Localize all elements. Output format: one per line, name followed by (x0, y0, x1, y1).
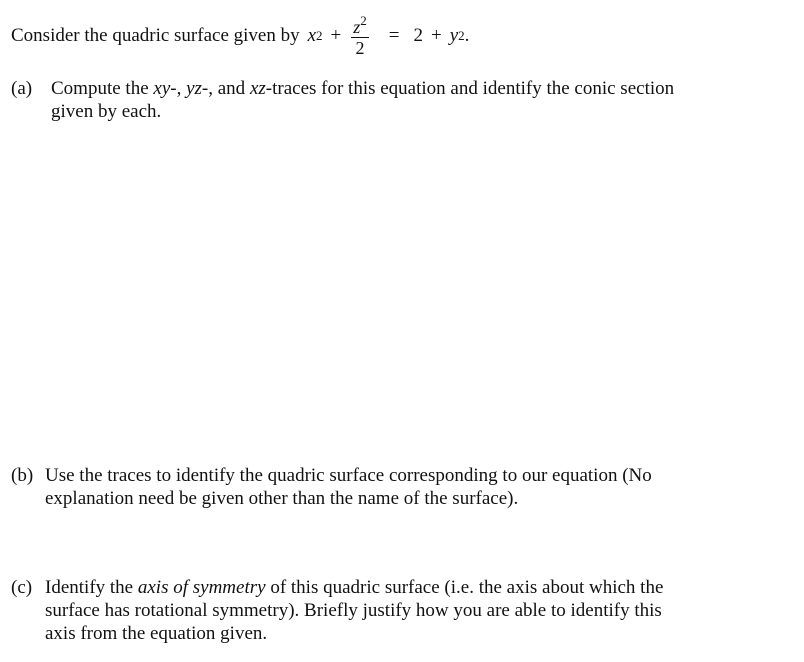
rhs-plus-sign: + (431, 25, 442, 46)
exp-y: 2 (458, 28, 465, 43)
part-a-sep-2: -, and (201, 78, 250, 99)
exp-z: 2 (360, 12, 367, 28)
part-a-label: (a) (11, 78, 33, 99)
part-a-line-2: given by each. (51, 101, 162, 122)
part-c-line-2: surface has rotational symmetry). Briefly justify how you are able to identify this (45, 600, 662, 621)
equals-sign: = (388, 25, 400, 46)
part-b-line-2: explanation need be given other than the name of the surface). (45, 488, 519, 509)
part-a-sep-1: -, (170, 78, 187, 99)
part-a-text-end: -traces for this equation and identify the conic section (265, 78, 675, 99)
var-x: x (307, 25, 317, 46)
var-z: z (353, 16, 361, 37)
trace-xy: xy (153, 78, 171, 99)
intro-text: Consider the quadric surface given by (11, 25, 300, 46)
part-a-text: Compute the (51, 78, 154, 99)
fraction-denominator: 2 (355, 37, 365, 58)
period: . (464, 25, 470, 46)
part-b-label: (b) (11, 465, 34, 486)
trace-yz: yz (186, 78, 202, 99)
fraction-numerator (351, 11, 369, 37)
rhs-constant: 2 (413, 25, 423, 46)
part-a-line-1 (51, 78, 674, 100)
exp-x: 2 (316, 28, 323, 43)
part-c-label: (c) (11, 577, 33, 598)
part-c-line-3: axis from the equation given. (45, 623, 268, 644)
part-c-text: Identify the (45, 577, 138, 598)
part-b-line-1: Use the traces to identify the quadric surface corresponding to our equation (No (45, 465, 652, 486)
plus-sign: + (330, 25, 342, 46)
part-c-text-end: of this quadric surface (i.e. the axis about which the (265, 577, 664, 598)
trace-xz: xz (249, 78, 266, 99)
var-y: y (449, 25, 459, 46)
problem-statement (11, 4, 469, 68)
fraction-z2-over-2 (351, 11, 369, 58)
part-c-line-1 (45, 577, 663, 599)
axis-of-symmetry-emphasis: axis of symmetry (137, 577, 266, 598)
